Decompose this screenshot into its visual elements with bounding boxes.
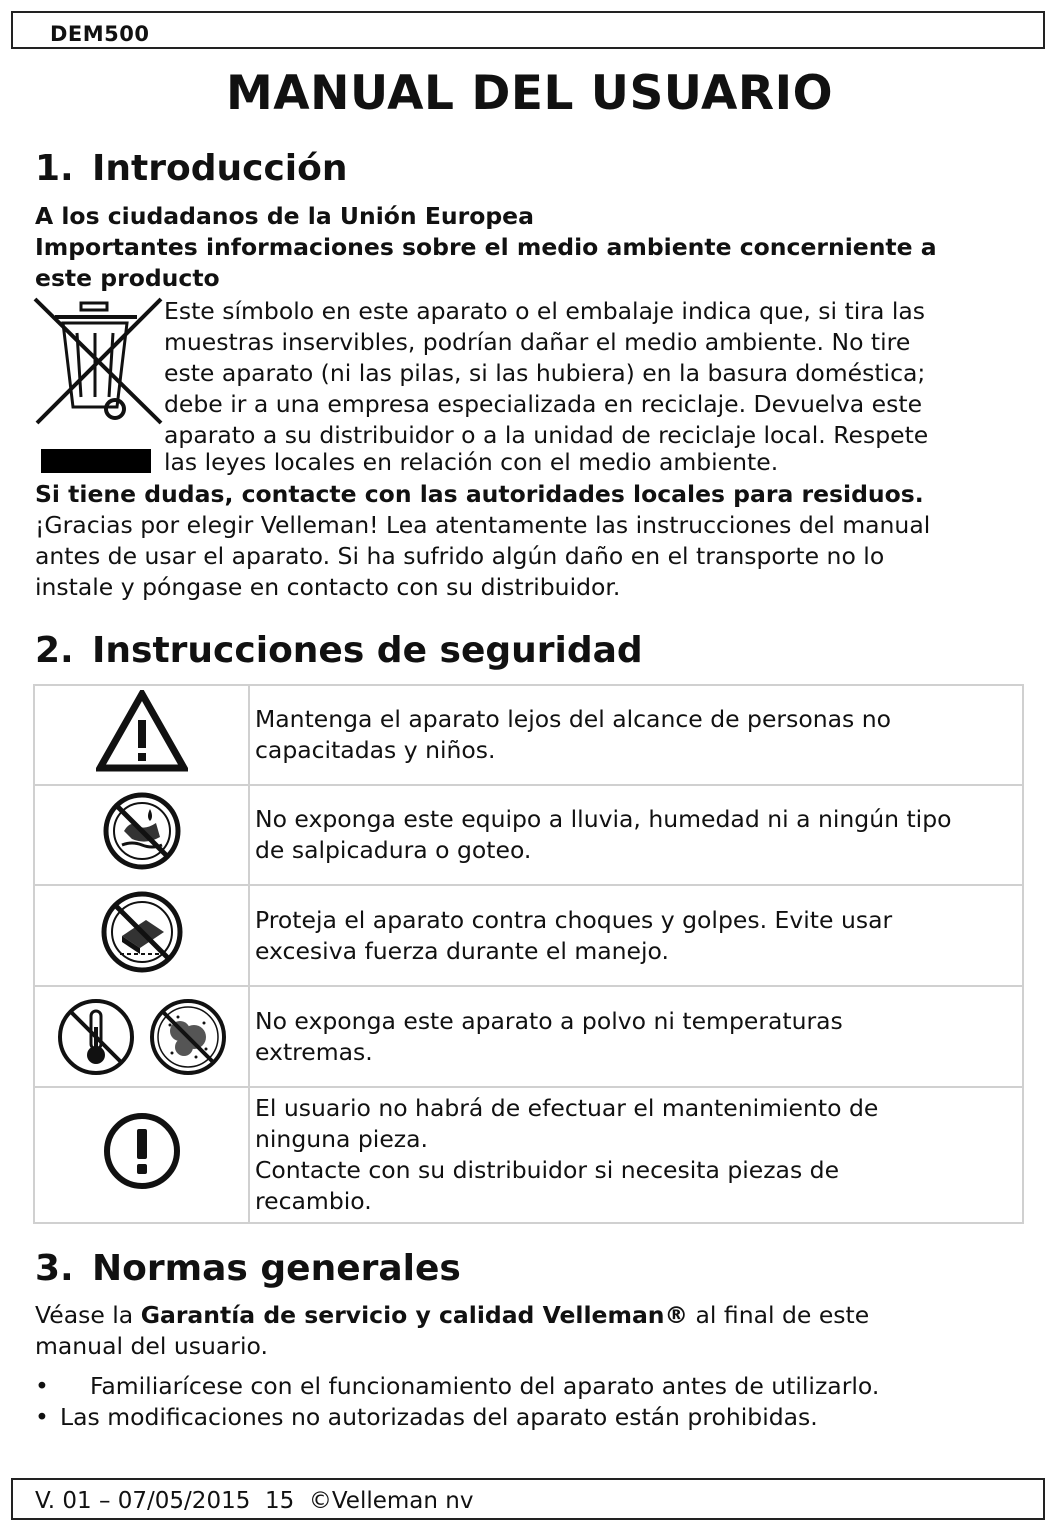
safety-icon-cell bbox=[34, 885, 249, 986]
safety-text-line: No exponga este aparato a polvo ni temperaturas bbox=[255, 1006, 843, 1035]
list-item-text: Familiarícese con el funcionamiento del aparato antes de utilizarlo. bbox=[90, 1372, 880, 1400]
safety-row bbox=[34, 1087, 1023, 1223]
list-item bbox=[35, 1403, 818, 1431]
section-title: Introducción bbox=[92, 148, 348, 189]
weee-text-line: las leyes locales en relación con el medio ambiente. bbox=[164, 448, 779, 476]
safety-row bbox=[34, 685, 1023, 785]
no-dust-icon bbox=[148, 997, 228, 1077]
section-number: 1. bbox=[35, 148, 74, 189]
safety-text-line: de salpicadura o goteo. bbox=[255, 836, 532, 864]
eu-citizens-heading: A los ciudadanos de la Unión Europea bbox=[35, 202, 534, 230]
thanks-line: antes de usar el aparato. Si ha sufrido algún daño en el transporte no lo bbox=[35, 542, 885, 570]
page-title: MANUAL DEL USUARIO bbox=[225, 66, 834, 121]
exclamation-circle-icon bbox=[102, 1111, 182, 1191]
safety-text-line: ninguna pieza. bbox=[255, 1125, 429, 1153]
thanks-line: instale y póngase en contacto con su distribuidor. bbox=[35, 573, 621, 601]
section-title: Normas generales bbox=[92, 1248, 461, 1289]
safety-row bbox=[34, 885, 1023, 986]
safety-text-cell bbox=[249, 1087, 1023, 1223]
list-item-text: Las modificaciones no autorizadas del aparato están prohibidas. bbox=[60, 1403, 818, 1431]
section-2-heading bbox=[35, 630, 643, 671]
weee-crossed-bin-icon bbox=[33, 297, 163, 477]
model-label: DEM500 bbox=[50, 22, 150, 46]
safety-text-line: capacitadas y niños. bbox=[255, 736, 496, 764]
safety-text-line: Mantenga el aparato lejos del alcance de personas no bbox=[255, 705, 891, 733]
section-1-heading bbox=[35, 148, 348, 189]
warning-triangle-icon bbox=[96, 690, 188, 772]
footer-box bbox=[11, 1478, 1045, 1520]
section-number: 3. bbox=[35, 1248, 74, 1289]
contact-authorities-note: Si tiene dudas, contacte con las autoridades locales para residuos. bbox=[35, 480, 924, 508]
safety-text-cell bbox=[249, 885, 1023, 986]
warranty-paragraph bbox=[35, 1300, 869, 1331]
safety-text-line: Contacte con su distribuidor si necesita piezas de bbox=[255, 1156, 840, 1184]
safety-text-line: recambio. bbox=[255, 1187, 372, 1215]
env-info-heading-line1: Importantes informaciones sobre el medio ambiente concerniente a bbox=[35, 233, 937, 261]
safety-text-line: No exponga este equipo a lluvia, humedad ni a ningún tipo bbox=[255, 805, 952, 833]
section-3-heading bbox=[35, 1248, 461, 1289]
safety-table bbox=[33, 684, 1024, 1224]
safety-text-line: Proteja el aparato contra choques y golpes. Evite usar bbox=[255, 905, 893, 934]
warranty-prefix: Véase la bbox=[35, 1301, 141, 1329]
weee-text-line: Este símbolo en este aparato o el embalaje indica que, si tira las bbox=[164, 297, 925, 325]
section-title: Instrucciones de seguridad bbox=[92, 630, 643, 671]
header-box bbox=[11, 11, 1045, 49]
safety-row bbox=[34, 785, 1023, 885]
safety-text-cell bbox=[249, 785, 1023, 885]
safety-text-line: El usuario no habrá de efectuar el mantenimiento de bbox=[255, 1094, 879, 1122]
safety-icon-cell bbox=[34, 986, 249, 1087]
warranty-suffix: al final de este bbox=[688, 1301, 870, 1329]
safety-text-line: extremas. bbox=[255, 1037, 373, 1066]
no-shock-icon bbox=[100, 890, 184, 974]
safety-icon-cell bbox=[34, 1087, 249, 1223]
weee-text-line: aparato a su distribuidor o a la unidad de reciclaje local. Respete bbox=[164, 421, 929, 449]
section-number: 2. bbox=[35, 630, 74, 671]
weee-text-line: debe ir a una empresa especializada en reciclaje. Devuelva este bbox=[164, 390, 923, 418]
bullet-marker: • bbox=[35, 1372, 49, 1400]
bullet-marker: • bbox=[35, 1403, 49, 1431]
weee-text-line: muestras inservibles, podrían dañar el medio ambiente. No tire bbox=[164, 328, 911, 356]
footer-text: V. 01 – 07/05/2015 15 ©Velleman nv bbox=[35, 1488, 474, 1514]
list-item bbox=[35, 1372, 879, 1400]
no-temperature-icon bbox=[56, 997, 136, 1077]
safety-text-line: excesiva fuerza durante el manejo. bbox=[255, 936, 669, 965]
env-info-heading-line2: este producto bbox=[35, 264, 220, 292]
safety-text-cell bbox=[249, 685, 1023, 785]
thanks-line: ¡Gracias por elegir Velleman! Lea atentamente las instrucciones del manual bbox=[35, 511, 931, 539]
no-water-icon bbox=[102, 791, 182, 871]
safety-icon-cell bbox=[34, 785, 249, 885]
weee-text bbox=[164, 296, 928, 478]
weee-text-line: este aparato (ni las pilas, si las hubiera) en la basura doméstica; bbox=[164, 359, 926, 387]
safety-text-cell bbox=[249, 986, 1023, 1087]
safety-icon-cell bbox=[34, 685, 249, 785]
warranty-paragraph-line2: manual del usuario. bbox=[35, 1332, 268, 1360]
warranty-link-text: Garantía de servicio y calidad Velleman® bbox=[140, 1301, 689, 1329]
safety-row bbox=[34, 986, 1023, 1087]
